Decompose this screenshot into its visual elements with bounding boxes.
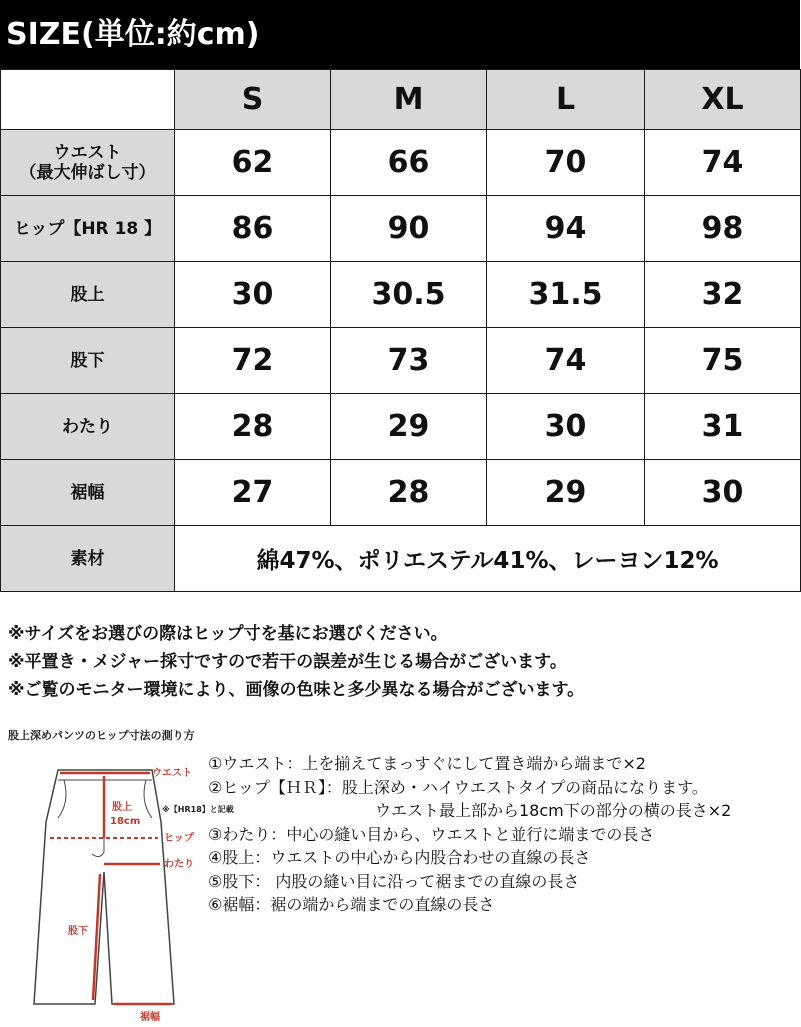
cell-value: 32 [645,262,801,328]
row-inseam [1,328,801,394]
row-hem [1,460,801,526]
cell-value: 29 [487,460,645,526]
row-label-waist-line1: ウエスト [53,142,122,163]
size-header-xl: XL [645,70,801,130]
measurement-guide-title: 股上深めパンツのヒップ寸法の測り方 [8,729,195,742]
row-label-rise: 股上 [1,262,175,328]
diagram-label-hip: ヒップ [164,833,194,844]
cell-value: 74 [645,130,801,196]
diagram-label-hr-note: ※【HR18】と記載 [162,805,234,814]
instruction-line: ⑤股下： 内股の縫い目に沿って裾までの直線の長さ [208,871,580,891]
cell-value: 28 [331,460,487,526]
cell-value: 75 [645,328,801,394]
cell-value: 30 [175,262,331,328]
cell-value: 62 [175,130,331,196]
instruction-line: ③わたり：中心の縫い目から、ウエストと並行に端までの長さ [208,824,655,844]
row-label-hip: ヒップ【HR 18 】 [1,196,175,262]
diagram-label-rise-value: 18cm [110,816,141,827]
cell-value: 98 [645,196,801,262]
row-rise [1,262,801,328]
cell-value: 29 [331,394,487,460]
cell-value: 72 [175,328,331,394]
note-line: ※平置き・メジャー採寸ですので若干の誤差が生じる場合がございます。 [8,652,567,672]
diagram-label-hem: 裾幅 [140,1012,160,1023]
cell-value: 27 [175,460,331,526]
row-label-thigh: わたり [1,394,175,460]
header-blank-cell [1,70,175,130]
size-header-l: L [487,70,645,130]
cell-value: 66 [331,130,487,196]
row-waist [1,130,801,196]
cell-value: 73 [331,328,487,394]
instruction-line: ②ヒップ【ＨＲ】：股上深め・ハイウエストタイプの商品になります。 [208,777,708,797]
size-header-s: S [175,70,331,130]
instruction-line: ④股上：ウエストの中心から内股合わせの直線の長さ [208,848,591,867]
instruction-line: ウエスト最上部から18cm下の部分の横の長さ×2 [375,801,732,820]
cell-value: 31 [645,394,801,460]
diagram-label-inseam: 股下 [68,926,88,937]
cell-value: 31.5 [487,262,645,328]
row-label-hem: 裾幅 [1,460,175,526]
cell-value: 30.5 [331,262,487,328]
cell-value: 74 [487,328,645,394]
cell-value: 28 [175,394,331,460]
row-label-inseam: 股下 [1,328,175,394]
note-line: ※ご覧のモニター環境により、画像の色味と多少異なる場合がございます。 [8,680,585,700]
notes [8,620,798,704]
size-header-row [1,70,801,130]
row-label-waist-line2: （最大伸ばし寸） [19,162,156,183]
measurement-instructions [208,752,798,917]
size-title: SIZE(単位:約cm) [6,17,260,52]
size-table [0,69,801,592]
diagram-label-waist: ウエスト [152,768,192,779]
cell-value: 86 [175,196,331,262]
instruction-line: ⑥裾幅：裾の端から端までの直線の長さ [208,895,495,914]
cell-value: 90 [331,196,487,262]
instruction-line: ①ウエスト：上を揃えてまっすぐにして置き端から端まで×2 [208,754,646,773]
note-line: ※サイズをお選びの際はヒップ寸を基にお選びください。 [8,624,448,644]
diagram-label-rise: 股上 [112,802,132,813]
cell-value: 70 [487,130,645,196]
pants-diagram [0,742,234,1027]
row-label-material: 素材 [1,526,175,592]
row-label-waist [1,130,175,196]
row-thigh [1,394,801,460]
cell-value: 30 [487,394,645,460]
material-value: 綿47%、ポリエステル41%、レーヨン12% [175,526,801,592]
row-material [1,526,801,592]
diagram-label-thigh: わたり [164,859,194,870]
size-header-m: M [331,70,487,130]
cell-value: 94 [487,196,645,262]
cell-value: 30 [645,460,801,526]
row-hip [1,196,801,262]
size-title-bar [0,0,800,69]
